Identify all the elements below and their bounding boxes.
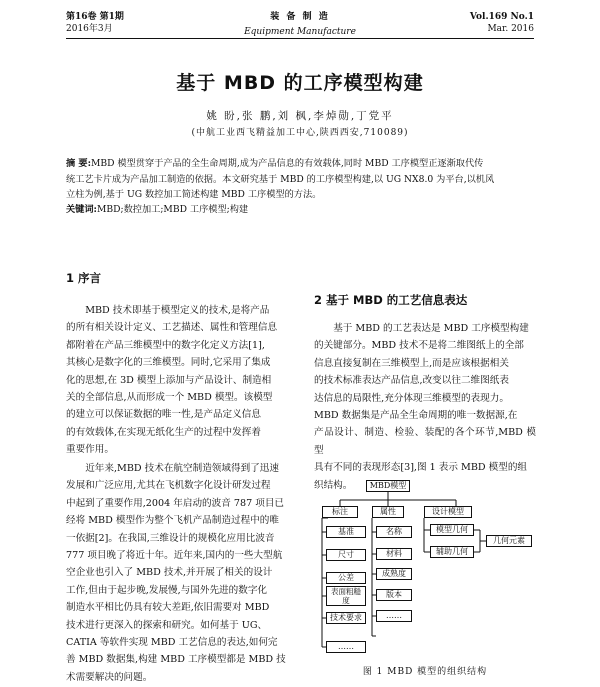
s1p2-line: 工作,但由于起步晚,发展慢,与国外先进的数字化 xyxy=(66,584,268,596)
header-rule xyxy=(66,38,534,39)
figure-col-header-attribute: 属性 xyxy=(372,506,404,518)
figure-node-tech-requirements: 技术要求 xyxy=(326,612,366,624)
section1-heading: 1 序言 xyxy=(66,271,102,285)
s2p1-line: 的关键部分。MBD 技术不是将二维图纸上的全部 xyxy=(314,340,524,352)
figure-node-version: 版本 xyxy=(376,589,412,601)
abstract-line1: MBD 模型贯穿于产品的全生命周期,成为产品信息的有效载体,同时 MBD 工序模型正逐渐取代传 xyxy=(90,158,484,169)
figure-node-geometry-elements: 几何元素 xyxy=(486,535,532,547)
figure-root-node: MBD模型 xyxy=(366,480,410,492)
s1p2-line: 善 MBD 数据集,构建 MBD 工序模型都是 MBD 技 xyxy=(66,654,286,666)
header-journal-cn: 装 备 制 造 xyxy=(270,12,330,22)
figure-connectors xyxy=(314,478,536,658)
figure-col-header-annotation: 标注 xyxy=(322,506,358,518)
header-volume-en: Vol.169 No.1 xyxy=(469,12,534,22)
s2p1-line: 织结构。 xyxy=(314,479,353,491)
s1p1-line: 的建立可以保证数据的唯一性,是产品定义信息 xyxy=(66,409,261,421)
s1p2-line: 近年来,MBD 技术在航空制造领域得到了迅速 xyxy=(85,463,279,474)
s1p2-line: 术需要解决的问题。 xyxy=(66,671,153,683)
s2p1-line: 基于 MBD 的工艺表达是 MBD 工序模型构建 xyxy=(333,323,529,334)
s1p2-line: 一依据[2]。在我国,三维设计的规模化应用比波音 xyxy=(66,532,275,544)
header-date-cn: 2016年3月 xyxy=(66,24,113,34)
abstract-line3: 立柱为例,基于 UG 数控加工简述构建 MBD 工序模型的方法。 xyxy=(66,189,322,200)
s1p2-line: 中起到了重要作用,2004 年启动的波音 787 项目已 xyxy=(66,497,285,509)
s1p1-line: 的有效载体,在实现无纸化生产的过程中发挥着 xyxy=(66,426,261,438)
header-date-en: Mar. 2016 xyxy=(487,24,534,34)
s1p1-line: 关的全部信息,从而形成一个 MBD 模型。该模型 xyxy=(66,392,273,404)
s2p1-line: 达信息的局限性,充分体现三维模型的表现力。 xyxy=(314,392,509,404)
figure-mbd-structure xyxy=(314,478,536,658)
abstract-line2: 统工艺卡片成为产品加工制造的依据。本文研究基于 MBD 的工序模型构建,以 UG NX8.0 为平台,以机风 xyxy=(66,173,495,185)
paper-authors: 姚 盼,张 鹏,刘 枫,李焯勋,丁党平 xyxy=(206,110,394,122)
figure-node-material: 材料 xyxy=(376,548,412,560)
figure-node-etc-2: …… xyxy=(376,610,412,622)
s2p1-line: MBD 数据集是产品全生命周期的唯一数据源,在 xyxy=(314,410,518,422)
figure-node-maturity: 成熟度 xyxy=(376,568,412,580)
section2-heading: 2 基于 MBD 的工艺信息表达 xyxy=(314,293,468,307)
s1p1-line: 都附着在产品三维模型中的数字化定义方法[1], xyxy=(66,339,265,351)
section1-paragraph2 xyxy=(66,460,296,686)
figure-node-etc-1: …… xyxy=(326,641,366,653)
paper-title: 基于 MBD 的工序模型构建 xyxy=(176,72,424,94)
figure-node-name: 名称 xyxy=(376,526,412,538)
figure-node-tolerance: 公差 xyxy=(326,572,366,584)
abstract xyxy=(66,156,534,203)
figure-node-model-geometry: 模型几何 xyxy=(430,524,474,536)
s2p1-line: 产品设计、制造、检验、装配的各个环节,MBD 模型 xyxy=(314,427,536,456)
figure-caption: 图 1 MBD 模型的组织结构 xyxy=(362,667,488,677)
keywords-label: 关键词: xyxy=(66,204,97,215)
figure-node-dimension: 尺寸 xyxy=(326,549,366,561)
keywords-text: MBD;数控加工;MBD 工序模型;构建 xyxy=(96,204,249,215)
header-journal-en: Equipment Manufacture xyxy=(244,27,356,37)
figure-node-aux-geometry: 辅助几何 xyxy=(430,546,474,558)
s1p2-line: 经将 MBD 模型作为整个飞机产品制造过程中的唯 xyxy=(66,515,279,527)
abstract-label: 摘 要: xyxy=(66,158,91,169)
s1p2-line: 制造水平相比仍具有较大差距,依旧需要对 MBD xyxy=(66,602,270,614)
figure-node-surface-roughness: 表面粗糙度 xyxy=(326,586,366,606)
s1p2-line: CATIA 等软件实现 MBD 工艺信息的表达,如何完 xyxy=(66,637,278,649)
s1p1-line: 的所有相关设计定义、工艺描述、属性和管理信息 xyxy=(66,322,278,334)
section2-paragraph1 xyxy=(314,320,536,494)
header-volume-cn: 第16卷 第1期 xyxy=(66,12,124,22)
s1p1-line: 其核心是数字化的三维模型。同时,它采用了集成 xyxy=(66,357,271,369)
s1p1-line: 重要作用。 xyxy=(66,444,114,456)
s2p1-line: 具有不同的表现形态[3],图 1 表示 MBD 模型的组 xyxy=(314,462,528,474)
s1p2-line: 空企业也引入了 MBD 技术,并开展了相关的设计 xyxy=(66,567,273,579)
s1p2-line: 发展和广泛应用,尤其在飞机数字化设计研发过程 xyxy=(66,480,271,492)
figure-node-datum: 基准 xyxy=(326,526,366,538)
s1p2-line: 777 项目晚了将近十年。近年来,国内的一些大型航 xyxy=(66,550,283,562)
s1p1-line: MBD 技术即基于模型定义的技术,是将产品 xyxy=(85,305,270,316)
keywords xyxy=(66,202,534,217)
s2p1-line: 的技术标准表达产品信息,改变以往二维图纸表 xyxy=(314,375,509,387)
s2p1-line: 信息直接复制在三维模型上,而是应该根据相关 xyxy=(314,357,509,369)
section1-paragraph1 xyxy=(66,302,296,459)
s1p2-line: 技术进行更深入的探索和研究。如何基于 UG、 xyxy=(66,619,268,631)
paper-affiliation: (中航工业西飞精益加工中心,陕西西安,710089) xyxy=(191,128,409,138)
s1p1-line: 化的思想,在 3D 模型上添加与产品设计、制造相 xyxy=(66,374,272,386)
figure-col-header-design-model: 设计模型 xyxy=(424,506,472,518)
